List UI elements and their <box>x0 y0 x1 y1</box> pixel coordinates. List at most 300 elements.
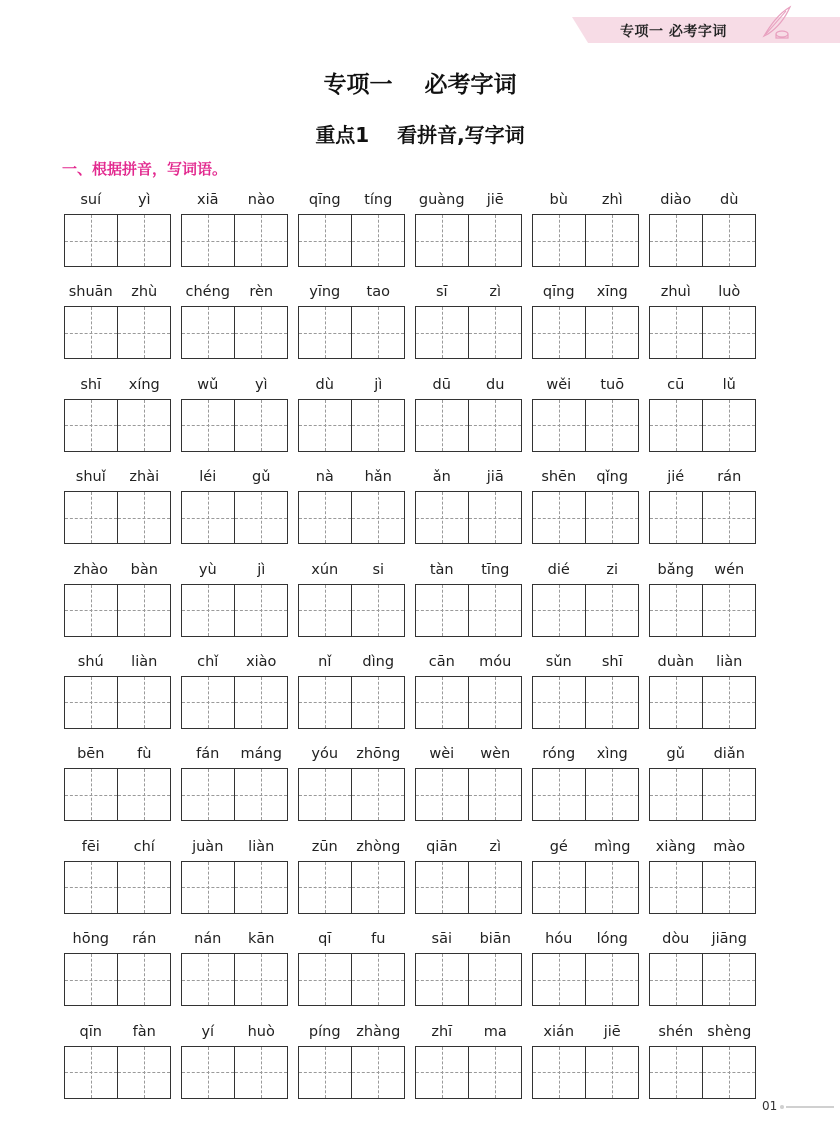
page-title: 专项一 必考字词 <box>323 72 517 98</box>
word-item <box>64 927 171 1019</box>
writing-box[interactable] <box>469 491 523 544</box>
writing-box[interactable] <box>298 214 352 267</box>
word-item <box>181 465 288 557</box>
pinyin-syllable: wǔ <box>197 376 219 393</box>
writing-box[interactable] <box>415 584 469 637</box>
writing-box[interactable] <box>181 861 235 914</box>
writing-box[interactable] <box>352 861 406 914</box>
pinyin-syllable: gǔ <box>666 746 685 763</box>
writing-box[interactable] <box>181 953 235 1006</box>
writing-box[interactable] <box>469 768 523 821</box>
writing-box[interactable] <box>532 214 586 267</box>
writing-box[interactable] <box>415 1046 469 1099</box>
pinyin-syllable: zhì <box>601 192 623 208</box>
pinyin-syllable: xíng <box>128 376 160 393</box>
writing-box[interactable] <box>586 491 640 544</box>
writing-box[interactable] <box>64 861 118 914</box>
pinyin-syllable: nán <box>194 931 222 948</box>
pinyin-syllable: zhào <box>73 561 109 578</box>
pinyin-syllable: xīng <box>596 284 628 301</box>
writing-box[interactable] <box>415 861 469 914</box>
word-item <box>181 835 288 927</box>
pinyin-pair <box>532 835 639 861</box>
writing-box[interactable] <box>118 214 172 267</box>
writing-boxes <box>181 214 288 267</box>
writing-boxes <box>298 399 405 452</box>
writing-box[interactable] <box>469 306 523 359</box>
pinyin-pair <box>532 188 639 214</box>
writing-box[interactable] <box>649 214 703 267</box>
pinyin-syllable: tao <box>366 284 390 301</box>
writing-boxes <box>415 399 522 452</box>
pinyin-syllable: sāi <box>431 931 452 948</box>
writing-box[interactable] <box>532 399 586 452</box>
word-row <box>64 1020 758 1112</box>
pinyin-pair <box>64 188 171 214</box>
writing-box[interactable] <box>415 491 469 544</box>
pinyin-syllable: shuǐ <box>75 469 106 486</box>
writing-box[interactable] <box>235 584 289 637</box>
pinyin-syllable: huò <box>247 1023 275 1040</box>
pinyin-pair <box>415 373 522 399</box>
pinyin-syllable: qīn <box>79 1023 102 1040</box>
pinyin-syllable: zūn <box>311 838 338 855</box>
writing-boxes <box>64 491 171 544</box>
writing-box[interactable] <box>235 399 289 452</box>
pinyin-syllable: xián <box>543 1023 575 1040</box>
pinyin-syllable: diào <box>660 192 692 208</box>
writing-boxes <box>298 1046 405 1099</box>
pinyin-syllable: diǎn <box>713 746 745 763</box>
pinyin-pair <box>415 188 522 214</box>
writing-box[interactable] <box>586 676 640 729</box>
pinyin-syllable: fán <box>196 746 220 763</box>
writing-boxes <box>532 306 639 359</box>
pinyin-pair <box>415 465 522 491</box>
writing-box[interactable] <box>703 306 757 359</box>
writing-box[interactable] <box>64 676 118 729</box>
writing-boxes <box>532 399 639 452</box>
writing-box[interactable] <box>703 399 757 452</box>
pinyin-syllable: zhōng <box>356 746 401 763</box>
pinyin-syllable: zhù <box>131 284 158 301</box>
writing-box[interactable] <box>649 768 703 821</box>
word-item <box>298 835 405 927</box>
pinyin-syllable: yí <box>201 1023 215 1040</box>
pinyin-syllable: jì <box>257 561 266 578</box>
pinyin-pair <box>298 742 405 768</box>
word-item <box>64 1020 171 1112</box>
word-item <box>298 650 405 742</box>
writing-box[interactable] <box>118 1046 172 1099</box>
word-item <box>64 280 171 372</box>
writing-box[interactable] <box>415 676 469 729</box>
pinyin-syllable: biān <box>479 931 511 948</box>
word-row <box>64 927 758 1019</box>
writing-box[interactable] <box>181 491 235 544</box>
writing-box[interactable] <box>649 491 703 544</box>
writing-box[interactable] <box>415 768 469 821</box>
writing-box[interactable] <box>118 306 172 359</box>
writing-boxes <box>532 861 639 914</box>
writing-box[interactable] <box>649 306 703 359</box>
page-bar <box>786 1106 834 1108</box>
pinyin-syllable: duàn <box>657 653 694 670</box>
word-item <box>415 927 522 1019</box>
writing-box[interactable] <box>469 584 523 637</box>
writing-box[interactable] <box>703 861 757 914</box>
writing-boxes <box>298 306 405 359</box>
pinyin-pair <box>64 280 171 306</box>
writing-box[interactable] <box>649 861 703 914</box>
writing-box[interactable] <box>469 1046 523 1099</box>
writing-boxes <box>415 953 522 1006</box>
pinyin-syllable: lóng <box>596 931 628 948</box>
writing-box[interactable] <box>415 953 469 1006</box>
writing-boxes <box>532 768 639 821</box>
writing-boxes <box>532 1046 639 1099</box>
word-item <box>181 188 288 280</box>
writing-box[interactable] <box>298 676 352 729</box>
word-item <box>532 373 639 465</box>
writing-box[interactable] <box>703 491 757 544</box>
pinyin-pair <box>532 927 639 953</box>
writing-box[interactable] <box>118 399 172 452</box>
pinyin-syllable: dìng <box>362 653 395 670</box>
pinyin-syllable: tīng <box>481 561 510 578</box>
writing-box[interactable] <box>649 676 703 729</box>
writing-boxes <box>649 491 756 544</box>
exercise-instruction: 一、根据拼音，写词语。 <box>62 160 228 178</box>
pinyin-syllable: sī <box>435 284 448 301</box>
pinyin-syllable: dù <box>720 192 739 208</box>
writing-box[interactable] <box>118 676 172 729</box>
writing-boxes <box>181 768 288 821</box>
writing-boxes <box>649 584 756 637</box>
pinyin-pair <box>649 835 756 861</box>
writing-box[interactable] <box>586 399 640 452</box>
writing-boxes <box>64 584 171 637</box>
page-dot <box>780 1105 784 1109</box>
pinyin-syllable: hǎn <box>364 469 392 486</box>
writing-box[interactable] <box>586 584 640 637</box>
pinyin-syllable: dū <box>432 376 451 393</box>
writing-boxes <box>649 306 756 359</box>
writing-box[interactable] <box>235 1046 289 1099</box>
pinyin-syllable: hóu <box>545 931 573 948</box>
writing-box[interactable] <box>235 491 289 544</box>
writing-box[interactable] <box>298 768 352 821</box>
pinyin-pair <box>649 927 756 953</box>
writing-box[interactable] <box>703 768 757 821</box>
writing-box[interactable] <box>469 953 523 1006</box>
pinyin-pair <box>181 188 288 214</box>
writing-boxes <box>64 953 171 1006</box>
writing-box[interactable] <box>532 1046 586 1099</box>
writing-boxes <box>181 953 288 1006</box>
writing-boxes <box>415 306 522 359</box>
pinyin-pair <box>532 280 639 306</box>
pinyin-syllable: jiē <box>486 192 504 208</box>
pinyin-syllable: píng <box>308 1023 341 1040</box>
writing-box[interactable] <box>352 214 406 267</box>
pinyin-pair <box>64 835 171 861</box>
word-item <box>181 558 288 650</box>
pinyin-syllable: liàn <box>131 653 158 670</box>
word-item <box>64 373 171 465</box>
word-item <box>649 742 756 834</box>
pinyin-pair <box>415 558 522 584</box>
word-item <box>532 1020 639 1112</box>
pinyin-pair <box>181 465 288 491</box>
writing-box[interactable] <box>235 306 289 359</box>
pinyin-syllable: fēi <box>81 838 100 855</box>
pinyin-syllable: jié <box>667 469 685 486</box>
pinyin-syllable: zhī <box>431 1023 453 1040</box>
pinyin-syllable: dòu <box>662 931 690 948</box>
writing-box[interactable] <box>415 306 469 359</box>
pinyin-syllable: liàn <box>716 653 743 670</box>
word-item <box>181 927 288 1019</box>
writing-box[interactable] <box>64 768 118 821</box>
writing-box[interactable] <box>469 214 523 267</box>
pinyin-syllable: shèng <box>707 1023 752 1040</box>
word-row <box>64 188 758 280</box>
word-item <box>298 465 405 557</box>
writing-box[interactable] <box>352 676 406 729</box>
pinyin-pair <box>298 650 405 676</box>
writing-box[interactable] <box>352 1046 406 1099</box>
pinyin-pair <box>181 650 288 676</box>
word-item <box>649 650 756 742</box>
pinyin-pair <box>64 373 171 399</box>
pinyin-syllable: qǐng <box>596 469 629 486</box>
writing-box[interactable] <box>532 676 586 729</box>
writing-box[interactable] <box>235 953 289 1006</box>
writing-box[interactable] <box>235 676 289 729</box>
writing-box[interactable] <box>298 584 352 637</box>
writing-boxes <box>415 491 522 544</box>
writing-box[interactable] <box>352 306 406 359</box>
writing-boxes <box>298 214 405 267</box>
pinyin-pair <box>415 927 522 953</box>
writing-boxes <box>181 861 288 914</box>
writing-box[interactable] <box>181 399 235 452</box>
writing-box[interactable] <box>64 491 118 544</box>
writing-box[interactable] <box>298 953 352 1006</box>
writing-box[interactable] <box>235 214 289 267</box>
pinyin-syllable: wén <box>714 561 745 578</box>
pinyin-pair <box>649 188 756 214</box>
writing-box[interactable] <box>64 214 118 267</box>
pinyin-syllable: cū <box>667 376 685 393</box>
pinyin-pair <box>64 742 171 768</box>
writing-box[interactable] <box>586 861 640 914</box>
pinyin-pair <box>181 1020 288 1046</box>
writing-box[interactable] <box>181 214 235 267</box>
pinyin-syllable: shī <box>80 376 102 393</box>
pinyin-pair <box>649 650 756 676</box>
writing-box[interactable] <box>352 399 406 452</box>
pinyin-syllable: guàng <box>418 192 465 208</box>
writing-box[interactable] <box>64 306 118 359</box>
word-item <box>181 373 288 465</box>
writing-boxes <box>532 584 639 637</box>
writing-box[interactable] <box>235 768 289 821</box>
word-item <box>298 1020 405 1112</box>
writing-box[interactable] <box>118 584 172 637</box>
writing-box[interactable] <box>181 584 235 637</box>
pinyin-pair <box>649 280 756 306</box>
pinyin-syllable: chéng <box>185 284 230 301</box>
writing-boxes <box>298 861 405 914</box>
pinyin-syllable: xiā <box>197 192 219 208</box>
writing-boxes <box>181 399 288 452</box>
writing-box[interactable] <box>298 399 352 452</box>
writing-box[interactable] <box>532 491 586 544</box>
word-item <box>64 650 171 742</box>
pinyin-pair <box>64 650 171 676</box>
pinyin-pair <box>298 188 405 214</box>
word-item <box>649 280 756 372</box>
writing-box[interactable] <box>298 861 352 914</box>
writing-boxes <box>532 491 639 544</box>
writing-box[interactable] <box>118 491 172 544</box>
pinyin-pair <box>415 650 522 676</box>
pinyin-syllable: xìng <box>596 746 628 763</box>
pinyin-syllable: zhài <box>129 469 160 486</box>
section-subtitle: 重点1 看拼音,写字词 <box>315 123 525 147</box>
writing-box[interactable] <box>352 953 406 1006</box>
pinyin-pair <box>64 558 171 584</box>
writing-box[interactable] <box>469 861 523 914</box>
writing-box[interactable] <box>64 953 118 1006</box>
pinyin-syllable: qīng <box>308 192 341 208</box>
writing-box[interactable] <box>298 1046 352 1099</box>
writing-grid <box>64 188 758 1112</box>
writing-box[interactable] <box>298 491 352 544</box>
writing-box[interactable] <box>586 1046 640 1099</box>
writing-boxes <box>532 953 639 1006</box>
writing-box[interactable] <box>586 214 640 267</box>
writing-box[interactable] <box>298 306 352 359</box>
writing-box[interactable] <box>118 768 172 821</box>
writing-box[interactable] <box>586 768 640 821</box>
writing-box[interactable] <box>118 953 172 1006</box>
word-item <box>415 373 522 465</box>
pinyin-syllable: róng <box>542 746 576 763</box>
word-item <box>415 835 522 927</box>
pinyin-syllable: gé <box>549 838 568 855</box>
writing-box[interactable] <box>703 584 757 637</box>
pinyin-syllable: wèn <box>480 746 511 763</box>
writing-box[interactable] <box>532 953 586 1006</box>
pinyin-syllable: jiā <box>486 469 504 486</box>
writing-box[interactable] <box>181 676 235 729</box>
pinyin-syllable: jì <box>374 376 383 393</box>
writing-box[interactable] <box>181 306 235 359</box>
writing-box[interactable] <box>703 676 757 729</box>
word-item <box>415 1020 522 1112</box>
pinyin-syllable: yīng <box>309 284 341 301</box>
writing-box[interactable] <box>415 399 469 452</box>
writing-box[interactable] <box>181 1046 235 1099</box>
pinyin-syllable: luò <box>718 284 741 301</box>
writing-box[interactable] <box>586 306 640 359</box>
pinyin-syllable: kān <box>248 931 275 948</box>
writing-box[interactable] <box>532 861 586 914</box>
writing-box[interactable] <box>235 861 289 914</box>
writing-box[interactable] <box>415 214 469 267</box>
pinyin-syllable: shú <box>77 653 104 670</box>
pinyin-syllable: tíng <box>364 192 393 208</box>
writing-box[interactable] <box>64 1046 118 1099</box>
pinyin-syllable: chí <box>133 838 155 855</box>
pinyin-syllable: tàn <box>429 561 454 578</box>
pinyin-syllable: hōng <box>72 931 109 948</box>
writing-boxes <box>181 491 288 544</box>
writing-box[interactable] <box>649 953 703 1006</box>
writing-box[interactable] <box>181 768 235 821</box>
word-row <box>64 280 758 372</box>
pinyin-syllable: qiān <box>426 838 458 855</box>
writing-boxes <box>532 676 639 729</box>
writing-boxes <box>64 214 171 267</box>
writing-box[interactable] <box>532 584 586 637</box>
writing-box[interactable] <box>352 584 406 637</box>
writing-boxes <box>415 584 522 637</box>
pinyin-syllable: nà <box>315 469 334 486</box>
writing-box[interactable] <box>649 399 703 452</box>
writing-box[interactable] <box>703 1046 757 1099</box>
pinyin-syllable: nǐ <box>318 653 332 670</box>
pinyin-pair <box>298 558 405 584</box>
writing-box[interactable] <box>352 491 406 544</box>
writing-box[interactable] <box>118 861 172 914</box>
word-item <box>649 835 756 927</box>
word-item <box>532 280 639 372</box>
pinyin-pair <box>532 1020 639 1046</box>
pinyin-syllable: liàn <box>248 838 275 855</box>
writing-box[interactable] <box>532 306 586 359</box>
writing-box[interactable] <box>64 584 118 637</box>
writing-box[interactable] <box>469 399 523 452</box>
pinyin-syllable: ma <box>483 1023 507 1040</box>
pinyin-syllable: lǔ <box>722 376 736 393</box>
pinyin-syllable: shēn <box>541 469 577 486</box>
writing-box[interactable] <box>352 768 406 821</box>
writing-box[interactable] <box>703 953 757 1006</box>
writing-boxes <box>649 768 756 821</box>
writing-box[interactable] <box>469 676 523 729</box>
writing-boxes <box>649 214 756 267</box>
writing-box[interactable] <box>586 953 640 1006</box>
word-item <box>298 927 405 1019</box>
pinyin-syllable: rán <box>132 931 157 948</box>
pinyin-syllable: zi <box>606 561 619 578</box>
pinyin-syllable: tuō <box>600 376 625 393</box>
writing-box[interactable] <box>649 1046 703 1099</box>
pinyin-syllable: zhòng <box>356 838 401 855</box>
pinyin-pair <box>415 742 522 768</box>
pinyin-pair <box>298 373 405 399</box>
writing-box[interactable] <box>532 768 586 821</box>
writing-box[interactable] <box>649 584 703 637</box>
writing-box[interactable] <box>703 214 757 267</box>
writing-boxes <box>181 676 288 729</box>
writing-box[interactable] <box>64 399 118 452</box>
word-item <box>415 742 522 834</box>
